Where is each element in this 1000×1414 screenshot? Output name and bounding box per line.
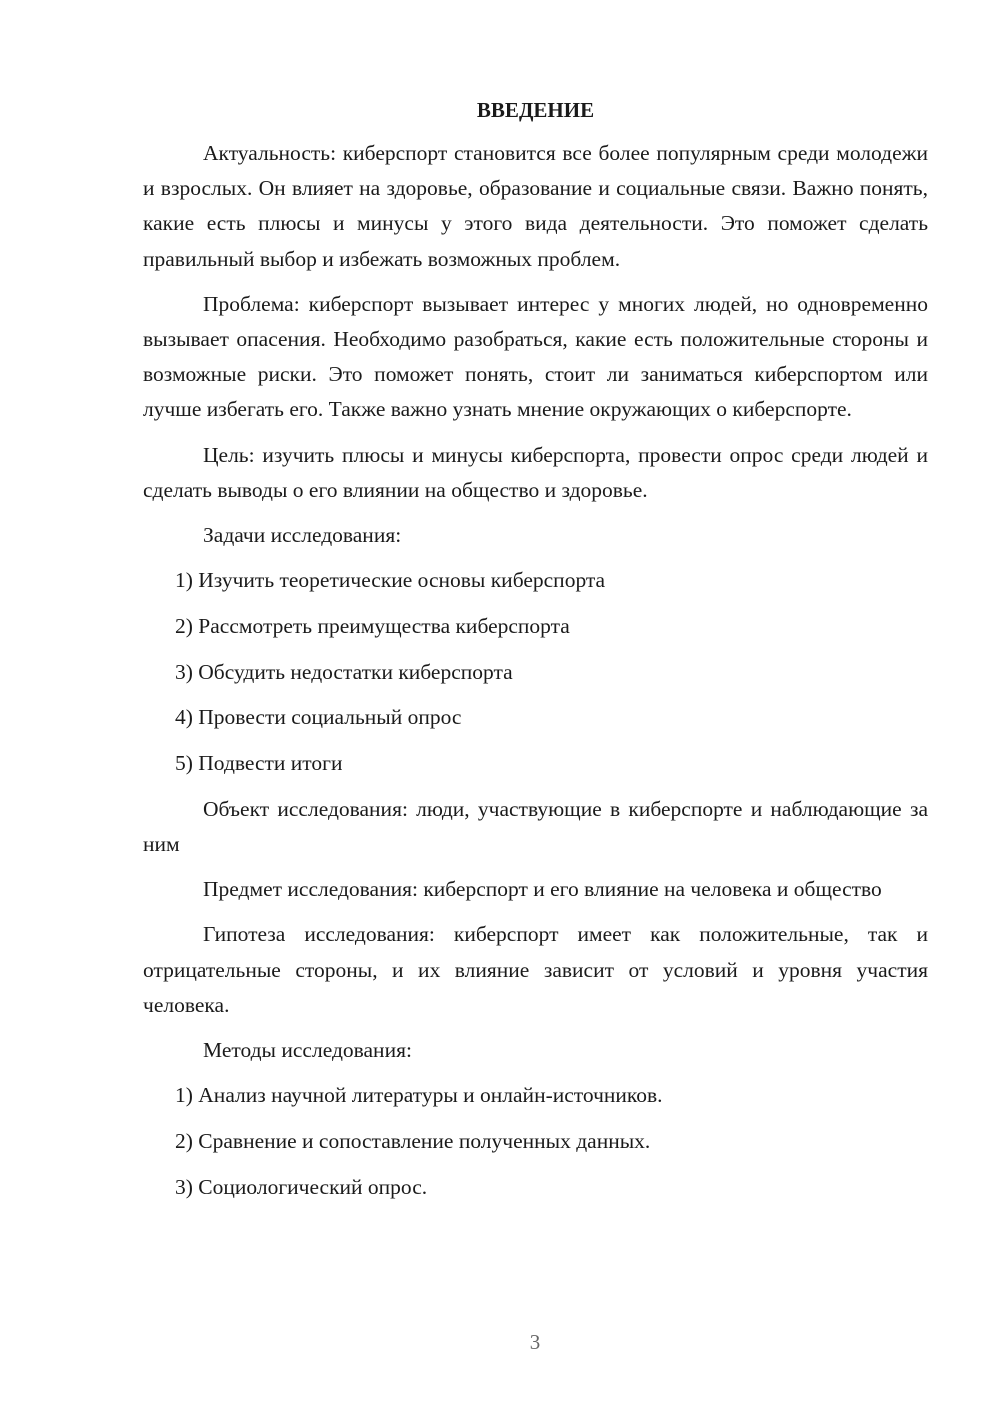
list-item: 1) Изучить теоретические основы киберспорта [175,568,606,593]
document-page [143,90,928,1215]
object-paragraph: Объект исследования: люди, участвующие в киберспорте и наблюдающие за ним [143,796,928,856]
list-item: 2) Сравнение и сопоставление полученных данных. [175,1128,651,1153]
section-title: ВВЕДЕНИЕ [476,98,595,122]
hypothesis-paragraph: Гипотеза исследования: киберспорт имеет как положительные, так и отрицательные стороны, и их влияние зависит от условий и уровня участия человека. [143,922,928,1017]
subject-paragraph: Предмет исследования: киберспорт и его влияние на человека и общество [203,877,882,902]
list-item: 5) Подвести итоги [175,751,343,776]
methods-list [143,1078,928,1205]
list-item: 3) Социологический опрос. [175,1174,428,1199]
methods-heading: Методы исследования: [203,1037,412,1062]
goal-paragraph: Цель: изучить плюсы и минусы киберспорта, провести опрос среди людей и сделать выводы о его влиянии на общество и здоровье. [143,442,928,502]
problem-paragraph: Проблема: киберспорт вызывает интерес у многих людей, но одновременно вызывает опасения. Необходимо разобраться, какие есть положительные стороны и возможные риски. Это поможет понять, стоит ли заниматься киберспортом или лучше избегать его. Также важно узнать мнение окружающих о киберспорте. [143,291,928,422]
list-item: 1) Анализ научной литературы и онлайн-источников. [175,1083,663,1108]
list-item: 2) Рассмотреть преимущества киберспорта [175,613,570,638]
tasks-heading: Задачи исследования: [203,523,402,548]
list-item: 4) Провести социальный опрос [175,705,462,730]
tasks-list [143,563,928,781]
relevance-paragraph: Актуальность: киберспорт становится все более популярным среди молодежи и взрослых. Он влияет на здоровье, образование и социальные связи. Важно понять, какие есть плюсы и минусы у этого вида деятельности. Это поможет сделать правильный выбор и избежать возможных проблем. [143,141,928,271]
list-item: 3) Обсудить недостатки киберспорта [175,659,513,684]
page-number: 3 [529,1330,541,1354]
